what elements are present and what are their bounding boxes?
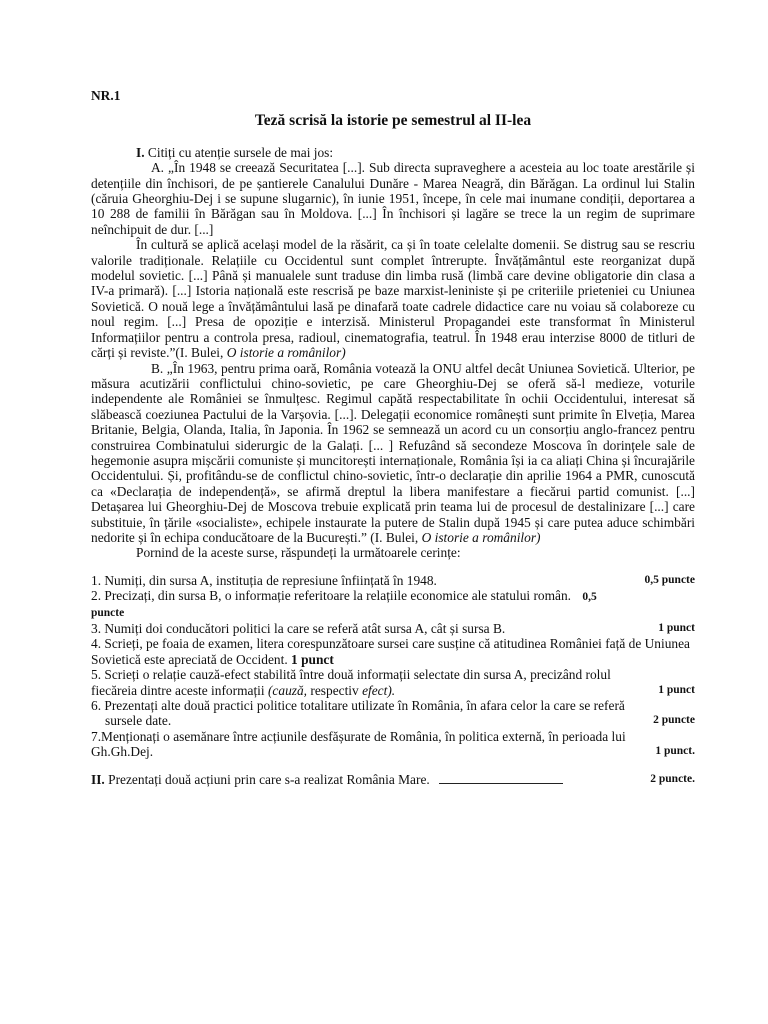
question-1 (91, 573, 695, 588)
part2-points: 2 puncte. (650, 772, 695, 785)
question-7-points: 1 punct. (655, 745, 695, 758)
question-5-effect: efect). (362, 682, 396, 698)
question-4 (91, 636, 695, 667)
question-5-cause: (cauză, (267, 682, 308, 698)
question-4-text: 4. Scrieți, pe foaia de examen, litera corespunzătoare sursei care susține că atitudinea României față de Uniunea Sovietică este apreciată de Occident. (91, 636, 690, 667)
question-3-text: 3. Numiți doi conducători politici la care se referă atât sursa A, cât și sursa B. (91, 621, 506, 636)
question-6-points: 2 puncte (653, 714, 695, 727)
part2 (91, 772, 695, 787)
part1-label: I. (136, 144, 145, 160)
part2-body (91, 772, 642, 787)
question-4-points: 1 punct (291, 651, 334, 667)
source-a-text-2: În cultură se aplică același model de la răsărit, ca și în toate celelalte domenii. Se distrug sau se rescriu valorile tradiționale. Relațiile cu Occidentul sunt complet întrerupte. Învățământul este reorganizat după modelul sovietic. [...] Până și manualele sunt traduse din limba rusă (limbă care devine obligatorie din clasa a IV-a primară). [...] Istoria națională este rescrisă pe baze marxist-leniniste și pe criteriile prieteniei cu Uniunea Sovietică. O nouă lege a învățământului lasă pe dinafară toate cadrele didactice care nu voiau să colaboreze cu noul regim. [...] Presa de opoziție e interzisă. Ministerul Propagandei este transformat în Ministerul Informațiilor pentru a controla presa, radioul, cinematografia, teatrul. În 1948 erau interzise 8000 de titluri de cărți și reviste.” (91, 237, 695, 361)
exam-number: NR.1 (91, 88, 121, 103)
question-5-body (91, 667, 650, 698)
question-3-points: 1 punct (658, 622, 695, 634)
question-2-points-line2: puncte (91, 606, 125, 619)
question-5-points: 1 punct (658, 683, 695, 696)
question-5-respectiv: respectiv (307, 682, 359, 698)
exam-page (91, 88, 695, 787)
question-7 (91, 729, 695, 760)
source-b-citation-author: (I. Bulei, (370, 529, 419, 545)
answer-blank-line (439, 772, 563, 784)
instruction-text: Citiți cu atenție sursele de mai jos: (147, 144, 334, 160)
part2-label: II. (91, 771, 105, 787)
source-b-text: „În 1963, pentru prima oară, România votează la ONU altfel decât Uniunea Sovietică. Ulterior, pe măsura acutizării conflictului chino-sovietic, pe care Gheorghiu-Dej se oferă să-l medieze, voturile independente ale României se înmulțesc. Regimul capătă respectabilitate în ochii Occidentului, interesat să slăbească coeziunea Pactului de la Varșovia. [...]. Delegații economice românești sunt primite în Elveția, Marea Britanie, Belgia, Olanda, Italia, în Japonia. În 1962 se semnează un acord cu un consorțiu anglo-francez pentru construirea Combinatului siderurgic de la Galați. [... ] Refuzând să secondeze Moscova în dorințele sale de hegemonie asupra mișcării comuniste și muncitorești internaționale, România își ia ca aliați China și încurajările Occidentului. Și, profitându-se de conflictul chino-sovietic, într-o declarație din aprilie 1964 a PMR, cunoscută ca «Declarația de independență», se afirmă dreptul la libera manifestare a fiecărui partid comunist. [...] Detașarea lui Gheorghiu-Dej de Moscova trebuie explicată prin teama lui de procesul de destalinizare [...] care substituie, în țările «socialiste», echipele instaurate la putere de Stalin după 1945 și care putea aduce schimbări nedorite și în echipa conducătoare de la București.” (91, 360, 695, 545)
question-7-text: 7.Menționați o asemănare între acțiunile desfășurate de România, în politica externă, în perioada lui Gh.Gh.Dej. (91, 728, 626, 760)
source-a-text-1: „În 1948 se creează Securitatea [...]. Sub directa supraveghere a acesteia au loc toate arestările și detențiile din închisori, de pe șantierele Canalului Dunăre - Marea Neagră, din Bărăgan. La ordinul lui Stalin (căruia Gheorghiu-Dej i se supune slugarnic), în iunie 1951, începe, în cele mai inumane condiții, deportarea a 10 288 de familii în Bărăgan sau în Moldova. [...] În închisori și lagăre se trece la un regim de suprimare neînchipuit de dur. [...] (91, 160, 695, 237)
part1-instruction (91, 145, 695, 160)
question-5-text: 5. Scrieți o relație cauză-efect stabilită între două informații selectate din sursa A, precizând rolul fiecăreia dintre aceste informații (91, 667, 611, 698)
question-1-text: 1. Numiți, din sursa A, instituția de represiune înființată în 1948. (91, 572, 437, 588)
source-b-paragraph (91, 361, 695, 546)
question-5 (91, 667, 695, 698)
page-title: Teză scrisă la istorie pe semestrul al II-lea (254, 112, 532, 130)
source-a-paragraph-2 (91, 237, 695, 360)
question-2-text: 2. Precizați, din sursa B, o informație referitoare la relațiile economice ale statului român. (91, 588, 572, 604)
question-3 (91, 621, 695, 636)
question-6-text: 6. Prezentați alte două practici politice totalitare utilizate în România, în afara celor la care se referă sursele date. (91, 698, 625, 729)
question-6 (91, 698, 695, 729)
source-a-citation-title: O istorie a românilor) (226, 345, 346, 361)
question-2 (91, 588, 695, 621)
question-2-points: 0,5 (582, 591, 597, 604)
source-a-citation-author: (I. Bulei, (175, 345, 224, 361)
part2-text: Prezentați două acțiuni prin care s-a realizat România Mare. (108, 771, 430, 787)
source-b-citation-title: O istorie a românilor) (421, 529, 541, 545)
questions-prompt: Pornind de la aceste surse, răspundeți la următoarele cerințe: (136, 545, 461, 561)
source-a-paragraph-1 (91, 160, 695, 237)
source-b-label: B. (151, 360, 164, 376)
question-1-points: 0,5 puncte (644, 573, 695, 586)
source-a-label: A. (151, 160, 165, 176)
